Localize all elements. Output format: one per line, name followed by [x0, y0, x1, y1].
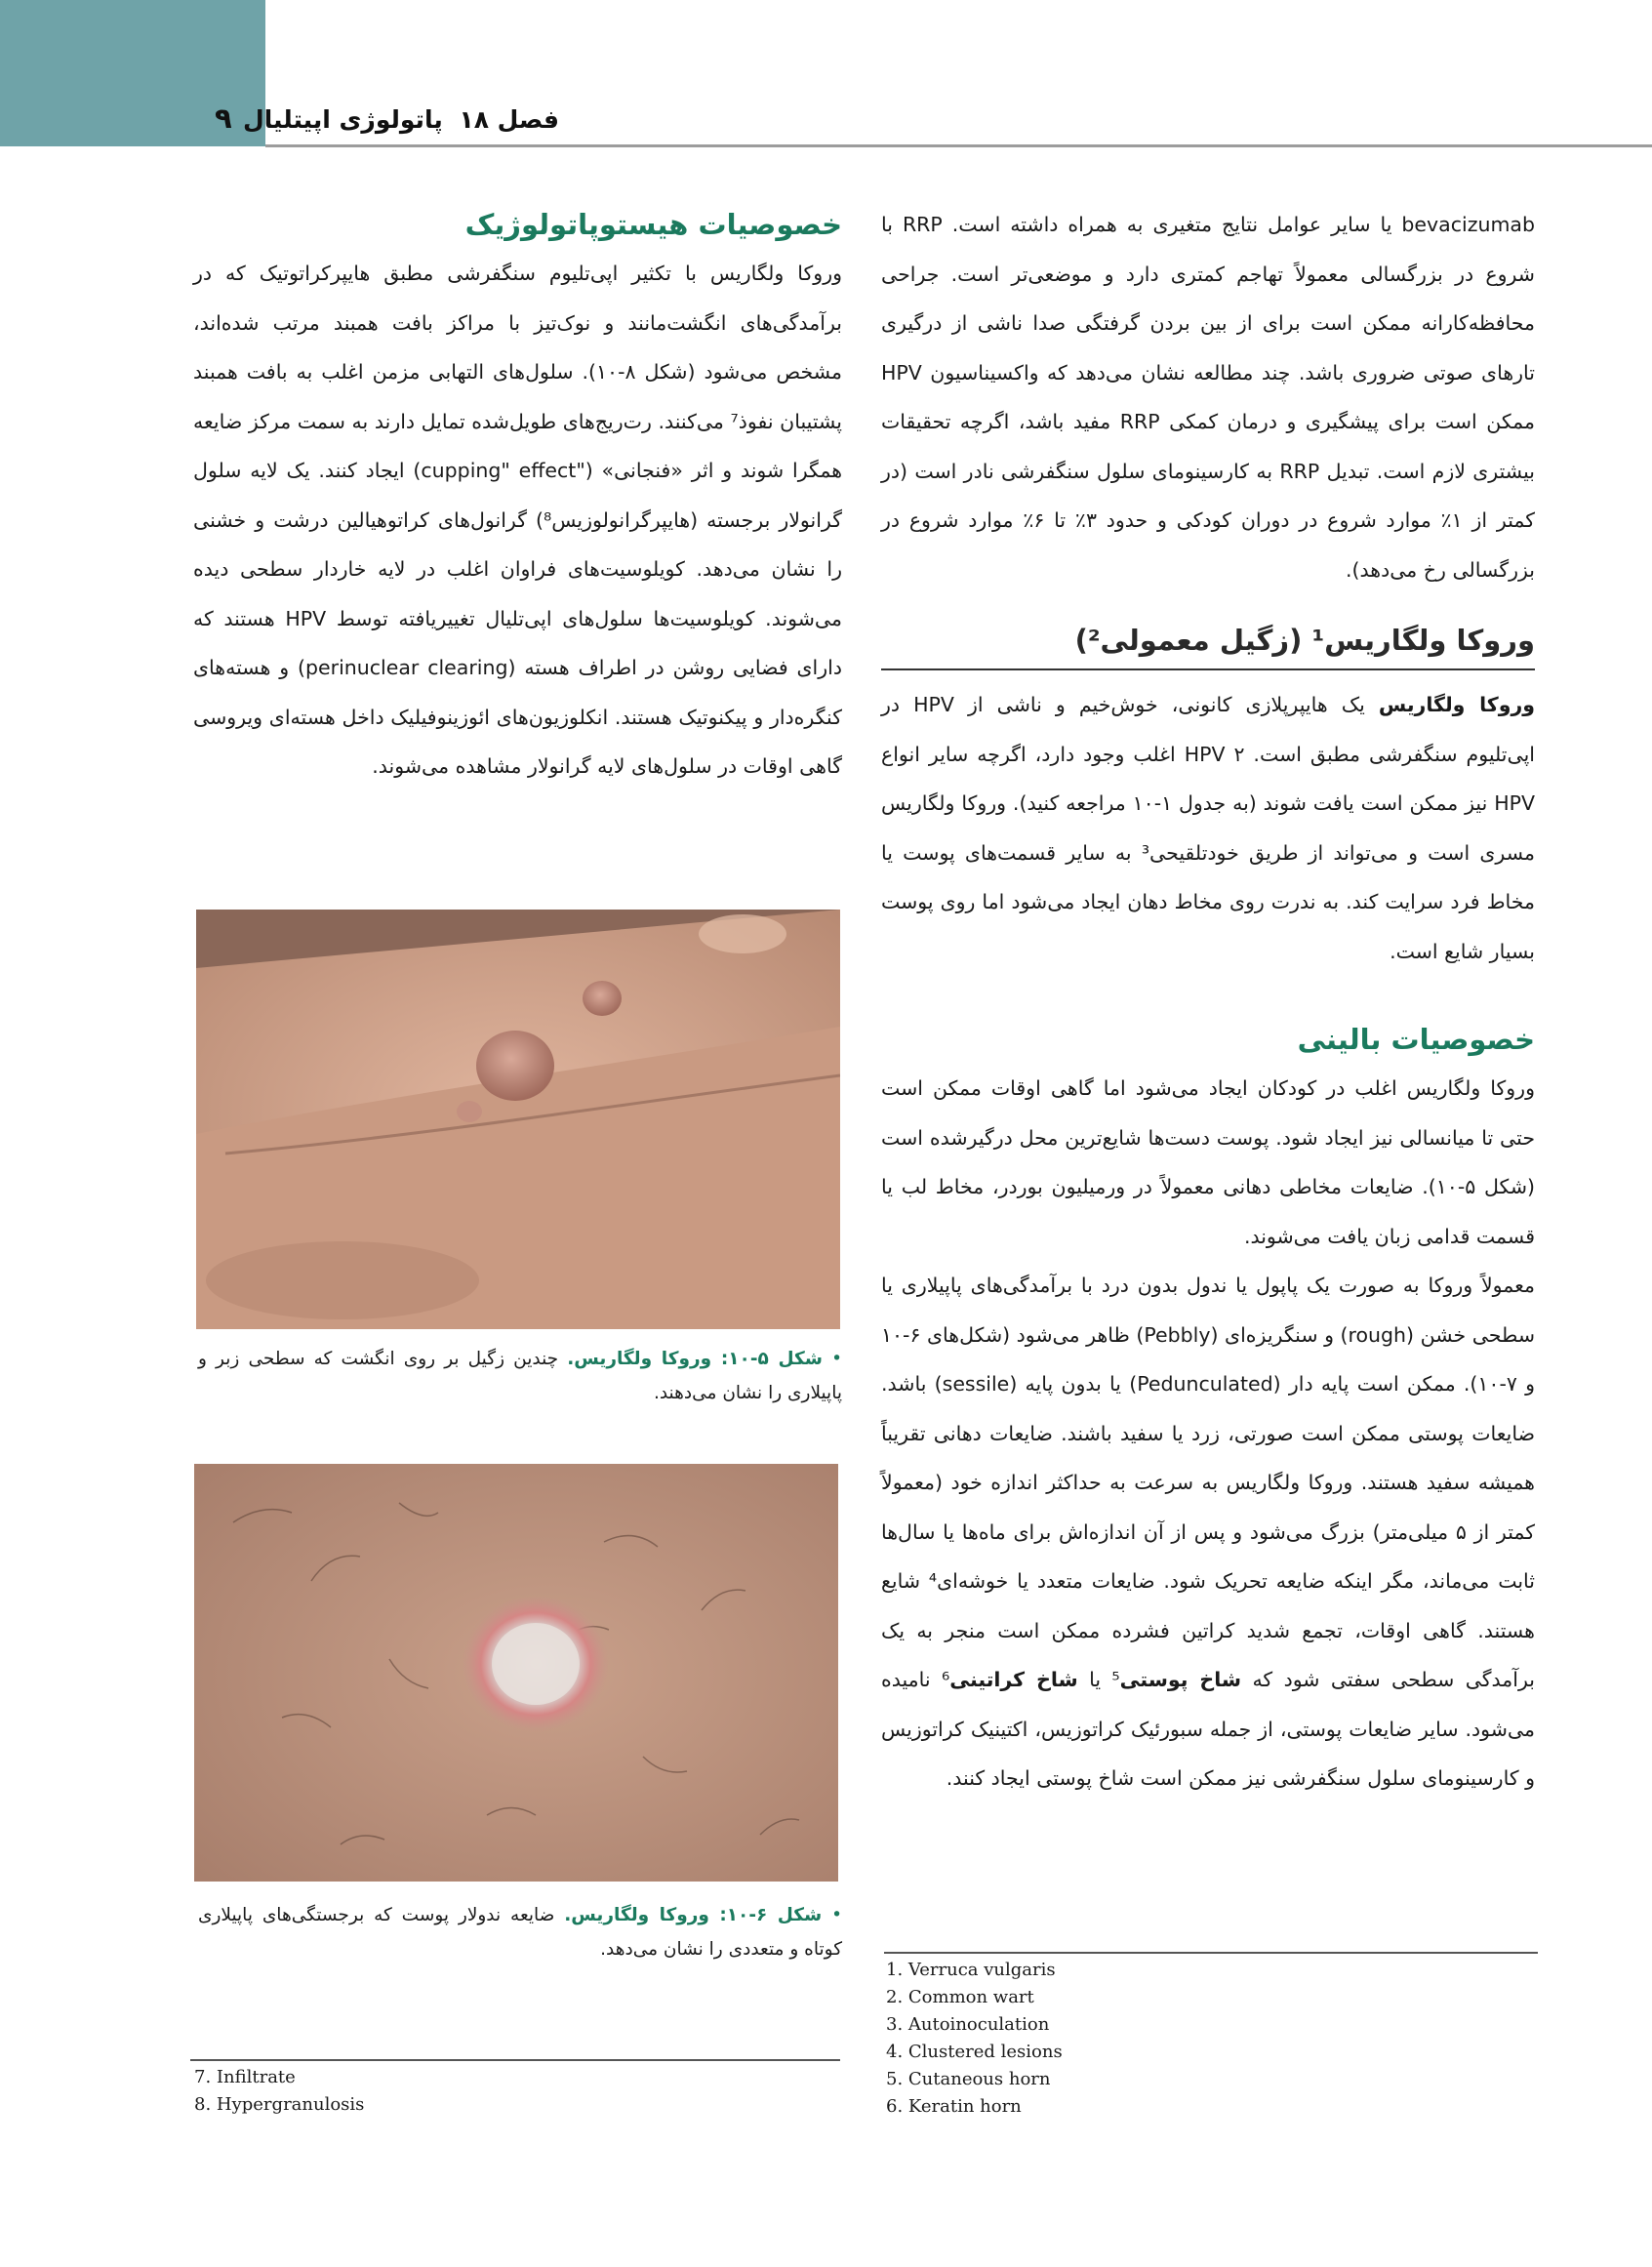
figure-6-10-caption — [198, 1898, 842, 1966]
figure-5-10-label: شکل ۵-۱۰: وروکا ولگاریس. — [567, 1349, 823, 1369]
clinical-paragraph-2b: ⁶ نامیده می‌شود. سایر ضایعات پوستی، از جمله سبورئیک کراتوزیس، اکتینیک کراتوزیس و کارسینومای سلول سنگفرشی نیز ممکن است شاخ پوستی ایجاد کنند. — [881, 1668, 1535, 1790]
bullet-icon: • — [831, 1349, 842, 1369]
footnote-rule-right — [884, 1952, 1538, 1954]
footnote-rule-left — [190, 2059, 840, 2061]
running-header — [243, 105, 559, 134]
verruca-heading: وروکا ولگاریس¹ (زگیل معمولی²) — [1074, 624, 1535, 657]
bullet-icon: • — [831, 1905, 843, 1925]
wart-medium — [583, 981, 622, 1016]
wart-large — [476, 1031, 554, 1101]
wart-small — [457, 1101, 482, 1122]
footnote-item: 3. Autoinoculation — [886, 2014, 1050, 2035]
clinical-paragraph-1: وروکا ولگاریس اغلب در کودکان ایجاد می‌شود اما گاهی اوقات ممکن است حتی تا میانسالی نیز ایجاد شود. پوست دست‌ها شایع‌ترین محل درگیرشده است (شکل ۵-۱۰). ضایعات مخاطی دهانی معمولاً در ورمیلیون بوردر، مخاط لب یا قسمت قدامی زبان یافت می‌شوند. — [881, 1076, 1535, 1248]
footnote-item: 6. Keratin horn — [886, 2096, 1022, 2117]
footnote-item: 2. Common wart — [886, 1987, 1034, 2007]
verruca-paragraph — [881, 680, 1535, 976]
verruca-body: یک هایپرپلازی کانونی، خوش‌خیم و ناشی از HPV در اپی‌تلیوم سنگفرشی مطبق است. HPV ۲ اغلب وجود دارد، اگرچه سایر انواع HPV نیز ممکن است یافت شوند (به جدول ۱-۱۰ مراجعه کنید). وروکا ولگاریس مسری است و می‌تواند از طریق خودتلقیحی³ به سایر قسمت‌های پوست یا مخاط فرد سرایت کند. به ندرت روی مخاط دهان ایجاد می‌شود اما روی پوست بسیار شایع است. — [881, 693, 1536, 963]
intro-paragraph: bevacizumab یا سایر عوامل نتایج متغیری به همراه داشته است. RRP با شروع در بزرگسالی معمولاً تهاجم کمتری دارد و موضعی‌تر است. جراحی محافظه‌کارانه ممکن است برای از بین بردن گرفتگی صدا ناشی از درگیری تارهای صوتی ضروری باشد. چند مطالعه نشان می‌دهد که واکسیناسیون HPV ممکن است برای پیشگیری و درمان کمکی RRP مفید باشد، اگرچه تحقیقات بیشتری لازم است. تبدیل RRP به کارسینومای سلول سنگفرشی نادر است (در کمتر از ۱٪ موارد شروع در دوران کودکی و حدود ۳٪ تا ۶٪ موارد شروع در بزرگسالی رخ می‌دهد). — [881, 213, 1536, 582]
histo-paragraph: وروکا ولگاریس با تکثیر اپی‌تلیوم سنگفرشی مطبق هایپرکراتوتیک که در برآمدگی‌های انگشت‌مانند و نوک‌تیز با مراکز بافت همبند مرتب شده‌اند، مشخص می‌شود (شکل ۸-۱۰). سلول‌های التهابی مزمن اغلب به بافت همبند پشتیبان نفوذ⁷ می‌کنند. رت‌ریج‌های طویل‌شده تمایل دارند به سمت مرکز ضایعه همگرا شوند و اثر «فنجانی» ("cupping" effect) ایجاد کنند. یک لایه سلول گرانولار برجسته (هایپرگرانولوزیس⁸) گرانول‌های کراتوهیالین درشت و خشنی را نشان می‌دهد. کویلوسیت‌های فراوان اغلب در لایه خاردار سطحی دیده می‌شوند. کویلوسیت‌ها سلول‌های اپی‌تلیال تغییریافته توسط HPV هستند که دارای فضایی روشن در اطراف هسته (perinuclear clearing) و هسته‌های کنگره‌دار و پیکنوتیک هستند. انکلوزیون‌های ائوزینوفیلیک داخل هسته‌ای ویروسی گاهی اوقات در سلول‌های لایه گرانولار مشاهده می‌شوند. — [193, 262, 843, 778]
histo-heading: خصوصیات هیستوپاتولوژیک — [464, 208, 842, 241]
figure-6-10-photo — [194, 1464, 838, 1882]
horn-term-2: شاخ کراتینی — [949, 1668, 1078, 1691]
figure-5-10-caption — [198, 1342, 842, 1410]
left-column — [193, 200, 842, 791]
clinical-heading: خصوصیات بالینی — [1297, 1023, 1535, 1056]
chapter-title: پاتولوژی اپیتلیال — [242, 105, 443, 134]
figure-5-10-text: چندین زگیل بر روی انگشت که سطحی زبر و پاپیلاری را نشان می‌دهند. — [198, 1349, 842, 1403]
footnote-item: 7. Infiltrate — [194, 2067, 296, 2087]
page-number: ۹ — [215, 101, 232, 135]
horn-mid: ⁵ یا — [1077, 1668, 1120, 1691]
horn-term-1: شاخ پوستی — [1119, 1668, 1242, 1691]
figure-6-10-text: ضایعه ندولار پوست که برجستگی‌های پاپیلاری کوتاه و متعددی را نشان می‌دهد. — [198, 1905, 842, 1960]
figure-5-10-photo — [196, 910, 840, 1329]
clinical-paragraph-2a: معمولاً وروکا به صورت یک پاپول یا ندول بدون درد با برآمدگی‌های پاپیلاری یا سطحی خشن (rough) و سنگریزه‌ای (Pebbly) ظاهر می‌شود (شکل‌های ۶-۱۰ و ۷-۱۰). ممکن است پایه دار (Pedunculated) یا بدون پایه (sessile) باشد. ضایعات پوستی ممکن است صورتی، زرد یا سفید باشند. ضایعات دهانی تقریباً همیشه سفید هستند. وروکا ولگاریس به سرعت به حداکثر اندازه خود (معمولاً کمتر از ۵ میلی‌متر) بزرگ می‌شود و پس از آن اندازه‌اش برای ماه‌ها یا سال‌ها ثابت می‌ماند، مگر اینکه ضایعه تحریک شود. ضایعات متعدد یا خوشه‌ای⁴ شایع هستند. گاهی اوقات، تجمع شدید کراتین فشرده ممکن است منجر به یک برآمدگی سطحی سفتی شود که — [881, 1274, 1536, 1691]
skin-wart-illustration — [194, 1464, 838, 1882]
right-column — [881, 200, 1535, 1803]
hand-warts-illustration — [196, 910, 840, 1329]
footnote-item: 5. Cutaneous horn — [886, 2069, 1051, 2089]
footnotes-left — [194, 2064, 364, 2119]
footnote-item: 4. Clustered lesions — [886, 2042, 1063, 2062]
footnote-item: 1. Verruca vulgaris — [886, 1960, 1056, 1980]
chapter-number: فصل ۱۸ — [459, 105, 559, 134]
clinical-paragraph-2 — [881, 1261, 1535, 1803]
footnotes-right — [886, 1957, 1063, 2121]
heading-rule — [881, 668, 1535, 670]
verruca-term: وروکا ولگاریس — [1378, 693, 1535, 716]
figure-6-10-label: شکل ۶-۱۰: وروکا ولگاریس. — [564, 1905, 823, 1925]
header-rule — [265, 144, 1652, 147]
footnote-item: 8. Hypergranulosis — [194, 2094, 365, 2115]
